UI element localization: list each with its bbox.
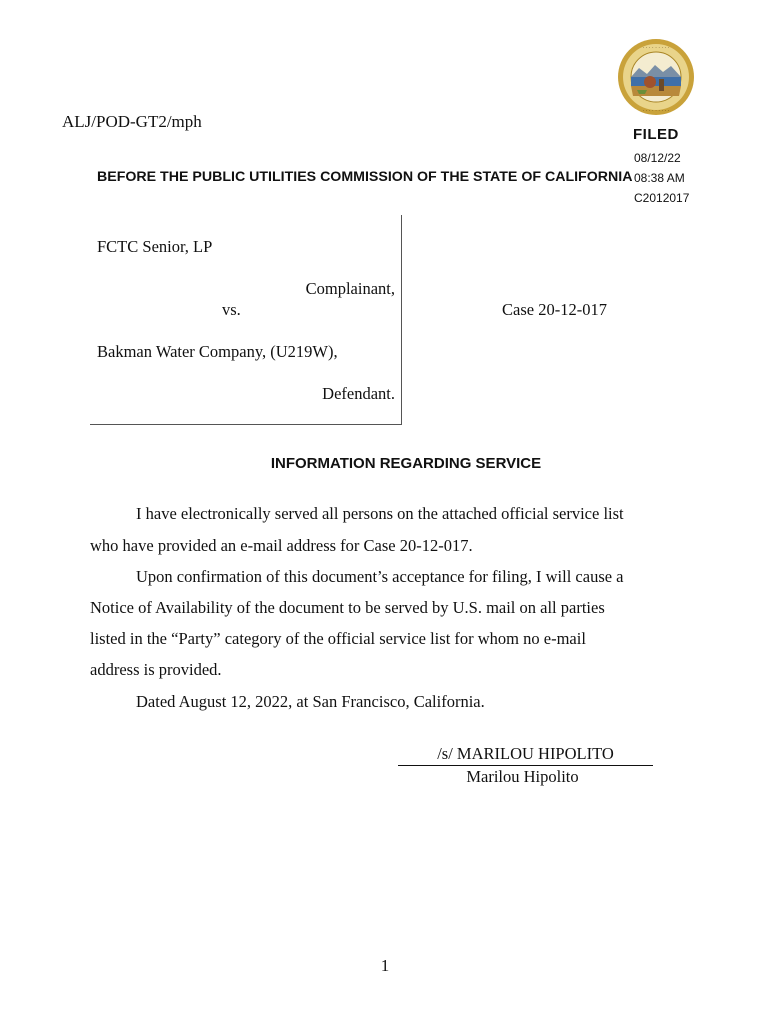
case-number: Case 20-12-017 bbox=[502, 300, 607, 319]
filed-stamp-docket: C2012017 bbox=[634, 191, 690, 205]
commission-heading: BEFORE THE PUBLIC UTILITIES COMMISSION OF THE STATE OF CALIFORNIA bbox=[97, 169, 633, 185]
versus-label: vs. bbox=[222, 300, 241, 319]
page-number: 1 bbox=[380, 956, 390, 975]
filed-stamp-label: FILED bbox=[633, 126, 679, 143]
paragraph-1-line-2: who have provided an e-mail address for Case 20-12-017. bbox=[90, 536, 473, 555]
signature-line: /s/ MARILOU HIPOLITO bbox=[398, 744, 653, 766]
complainant-name: FCTC Senior, LP bbox=[97, 237, 213, 256]
paragraph-2-line-1: Upon confirmation of this document’s acceptance for filing, I will cause a bbox=[136, 567, 624, 586]
document-code: ALJ/POD-GT2/mph bbox=[62, 112, 202, 131]
paragraph-2-line-4: address is provided. bbox=[90, 660, 222, 679]
paragraph-3-dated: Dated August 12, 2022, at San Francisco, California. bbox=[136, 692, 485, 711]
svg-text:· · · · · · · · ·: · · · · · · · · · bbox=[642, 108, 670, 114]
complainant-role: Complainant, bbox=[305, 279, 395, 298]
paragraph-2-line-2: Notice of Availability of the document to be served by U.S. mail on all parties bbox=[90, 598, 605, 617]
defendant-name: Bakman Water Company, (U219W), bbox=[97, 342, 338, 361]
paragraph-2-line-3: listed in the “Party” category of the official service list for whom no e-mail bbox=[90, 629, 586, 648]
filed-stamp-time: 08:38 AM bbox=[634, 171, 685, 185]
caption-divider-vertical bbox=[401, 215, 402, 425]
paragraph-1-line-1: I have electronically served all persons on the attached official service list bbox=[136, 504, 624, 523]
section-title: INFORMATION REGARDING SERVICE bbox=[270, 455, 542, 472]
defendant-role: Defendant. bbox=[322, 384, 395, 403]
filed-stamp-date: 08/12/22 bbox=[634, 151, 681, 165]
caption-divider-horizontal bbox=[90, 424, 402, 425]
signatory-name: Marilou Hipolito bbox=[466, 767, 579, 786]
svg-text:· · · · · · · · ·: · · · · · · · · · bbox=[642, 45, 670, 51]
state-seal-icon bbox=[617, 38, 695, 116]
